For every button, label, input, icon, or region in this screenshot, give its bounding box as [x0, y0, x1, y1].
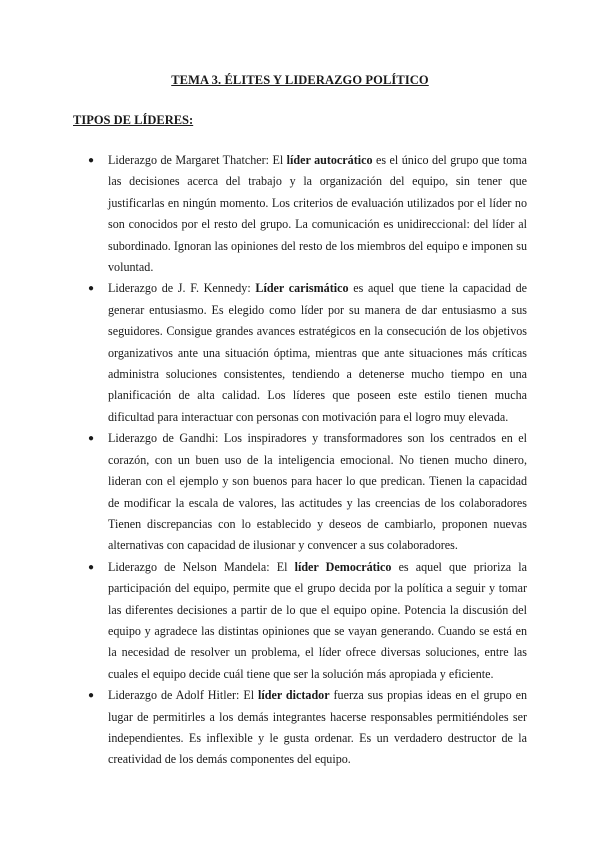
bullet-icon: ● [88, 283, 95, 295]
item-emphasis: líder autocrático [286, 153, 373, 167]
item-text: es aquel que tiene la capacidad de generar entusiasmo. Es elegido como líder por su manera de dar entusiasmo a sus seguidores. Consigue grandes avances estratégicos en la consecución de los objetivos organizativos ante una situación óptima, mientras que ante situaciones más críticas administra soluciones consistentes, tendiendo a detenerse mucho tiempo en una planificación de alta calidad. Los líderes que poseen este estilo tienen mucha dificultad para interactuar con personas con motivación para el logro muy elevada. [108, 281, 528, 424]
item-emphasis: líder dictador [258, 688, 330, 703]
bullet-icon: ● [88, 433, 95, 445]
list-item-gandhi [73, 428, 527, 556]
item-text: Liderazgo de Gandhi: Los inspiradores y transformadores son los centrados en el corazón, con un buen uso de la inteligencia emocional. No tienen mucho dinero, lideran con el ejemplo y son buenos para hacer lo que predican. Tienen la capacidad de modificar la escala de valores, las actitudes y las creencias de los colaboradores Tienen discrepancias con lo establecido y deseos de cambiarlo, proponen nuevas alternativas con capacidad de ilusionar y convencer a sus colaboradores. [108, 431, 527, 553]
bullet-icon: ● [88, 690, 95, 702]
list-item-thatcher [73, 150, 527, 278]
item-text: fuerza sus propias ideas en el grupo en lugar de permitirles a los demás integrantes hacerse responsables permitiéndoles ser independientes. Es inflexible y le gusta ordenar. Es un verdadero destructor de la creatividad de los demás componentes del equipo. [108, 688, 528, 767]
item-emphasis: líder Democrático [294, 559, 392, 574]
item-text: es el único del grupo que toma las decisiones acerca del trabajo y la organización del equipo, sin tener que justificarlas en ningún momento. Los criterios de evaluación utilizados por el líder no son conocidos por el resto del grupo. La comunicación es unidireccional: del líder al subordinado. Ignoran las opiniones del resto de los miembros del equipo e imponen su voluntad. [108, 153, 528, 275]
list-item-hitler [73, 685, 527, 771]
list-item-kennedy [73, 278, 527, 428]
item-text: Liderazgo de Margaret Thatcher: El [108, 153, 287, 167]
item-text: Liderazgo de Adolf Hitler: El [108, 688, 259, 703]
bullet-icon: ● [88, 561, 95, 573]
item-text: Liderazgo de Nelson Mandela: El [108, 559, 295, 574]
bullet-icon: ● [88, 155, 95, 166]
item-text: es aquel que prioriza la participación del equipo, permite que el grupo decida por la política a seguir y tomar las diferentes decisiones a partir de lo que el equipo opine. Potencia la discusión del equipo y agradece las distintas opiniones que se vayan generando. Cuando se está en la necesidad de resolver un problema, el líder ofrece diversas soluciones, entre las cuales el equipo decide cuál tiene que ser la solución más apropiada y eficiente. [108, 559, 527, 681]
item-emphasis: Líder carismático [255, 281, 349, 296]
item-text: Liderazgo de J. F. Kennedy: [108, 281, 256, 296]
list-item-mandela [73, 557, 527, 685]
page-title: TEMA 3. ÉLITES Y LIDERAZGO POLÍTICO [171, 73, 429, 87]
section-heading: TIPOS DE LÍDERES: [73, 113, 194, 127]
leader-types-list [73, 150, 527, 771]
